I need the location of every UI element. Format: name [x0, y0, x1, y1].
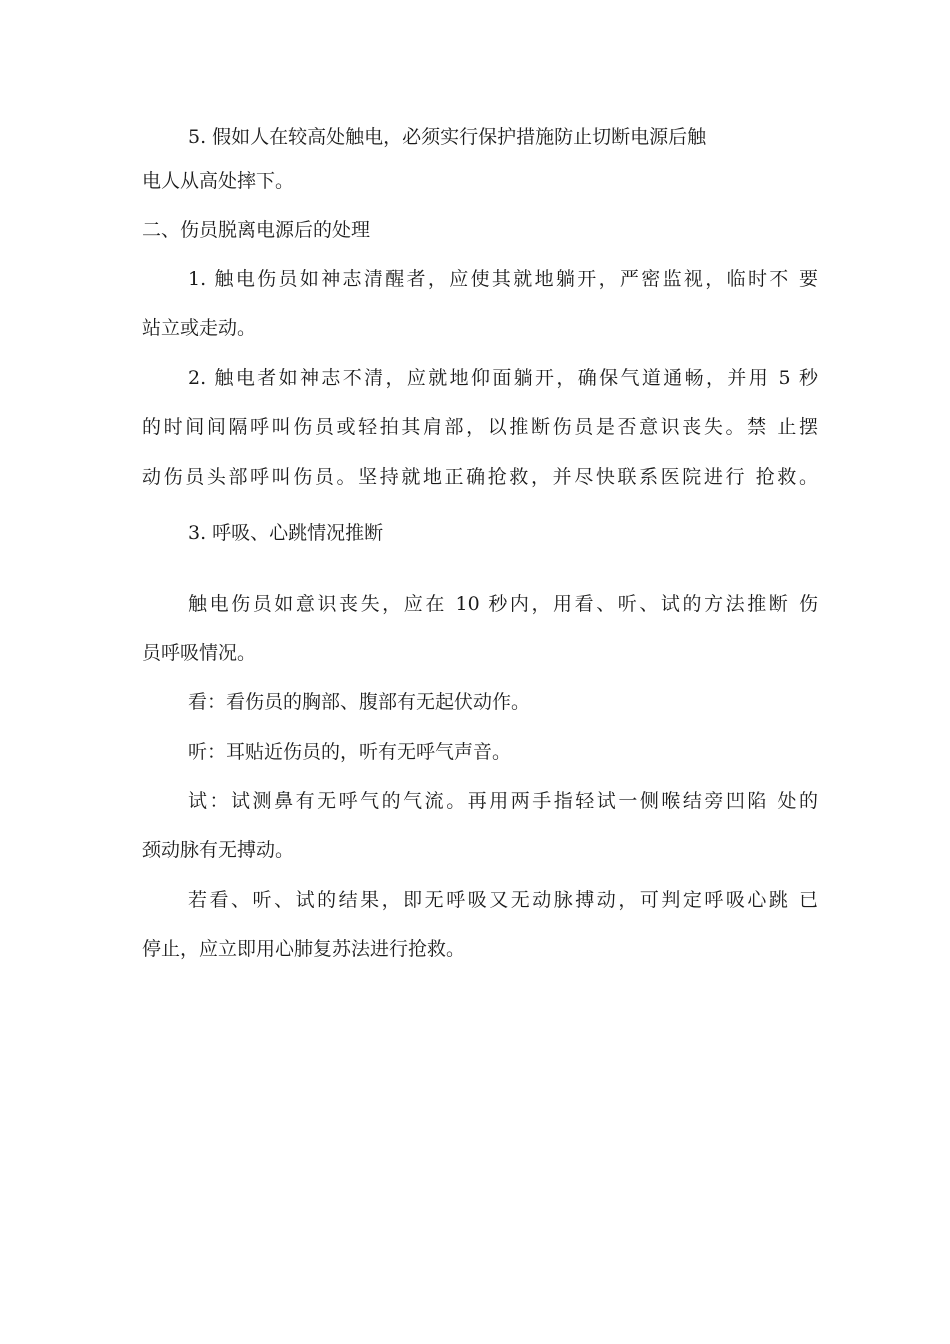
text-line-look: 看：看伤员的胸部、腹部有无起伏动作。 — [188, 691, 531, 713]
text-line-test: 试：试测鼻有无呼气的气流。再用两手指轻试一侧喉结旁凹陷 处的 — [188, 790, 818, 812]
text-line-17: 停止，应立即用心肺复苏法进行抢救。 — [142, 938, 466, 960]
text-line-8: 动伤员头部呼叫伤员。坚持就地正确抢救，并尽快联系医院进行 抢救。 — [142, 466, 818, 488]
text-line-16: 若看、听、试的结果，即无呼吸又无动脉搏动，可判定呼吸心跳 已 — [188, 889, 818, 911]
text-line-1: 5. 假如人在较高处触电，必须实行保护措施防止切断电源后触 — [188, 126, 707, 148]
subheading-3: 3. 呼吸、心跳情况推断 — [188, 522, 384, 544]
text-line-5: 站立或走动。 — [142, 317, 257, 339]
text-line-15: 颈动脉有无搏动。 — [142, 839, 295, 861]
text-line-2: 电人从高处摔下。 — [142, 170, 295, 192]
section-heading: 二、伤员脱离电源后的处理 — [142, 219, 371, 241]
text-line-6: 2. 触电者如神志不清，应就地仰面躺开，确保气道通畅，并用 5 秒 — [188, 367, 818, 389]
text-line-4: 1. 触电伤员如神志清醒者，应使其就地躺开，严密监视，临时不 要 — [188, 268, 818, 290]
text-line-7: 的时间间隔呼叫伤员或轻拍其肩部，以推断伤员是否意识丧失。禁 止摆 — [142, 416, 818, 438]
text-line-11: 员呼吸情况。 — [142, 642, 257, 664]
text-line-10: 触电伤员如意识丧失，应在 10 秒内，用看、听、试的方法推断 伤 — [188, 593, 818, 615]
text-line-listen: 听：耳贴近伤员的，听有无呼气声音。 — [188, 741, 512, 763]
